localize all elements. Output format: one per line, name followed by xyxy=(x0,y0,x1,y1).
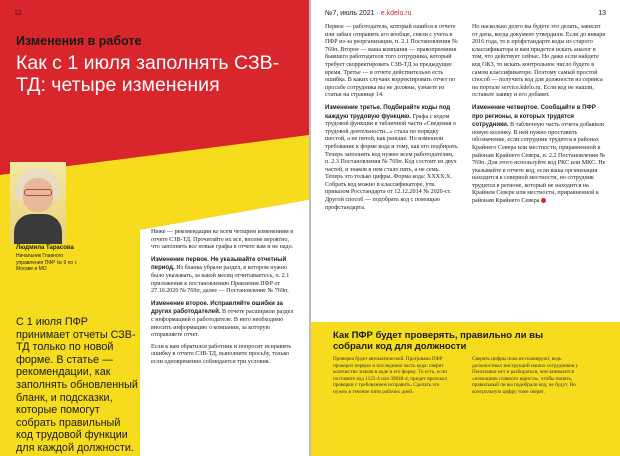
issue-label: №7, июль 2021 · xyxy=(325,10,381,17)
article-headline: Как с 1 июля заполнять СЗВ-ТД: четыре изменения xyxy=(16,52,280,96)
change3-paragraph xyxy=(325,104,459,212)
change1-heading: Изменение первое. Не указывайте отчетный период. xyxy=(151,255,287,272)
page-number-right: 13 xyxy=(598,10,606,17)
right-column-2 xyxy=(472,24,606,210)
change1-paragraph xyxy=(151,256,297,296)
rubric-title: Изменения в работе xyxy=(16,34,142,48)
change3-text: Графа с кодом трудовой функции в табличной части «Сведения о трудовой деятельности...» стала по порядку шестой, а не пятой, как раньше. Но изменили требование к форме кода и тому, как его подбирать. Теперь заполнять код нужно всем работодателям, п. 2.3 Постановления № 769п. Код состоит из двух частей, и знаков в нем стало пять, а не семь. Теперь это только цифры. Форма кода: XXXX.X. Собрать код можно в классификаторе, утв. приказом Росстандарта от 12.12.2014 № 2020-ст. Другой способ — подобрать код с помощью профстандарта. xyxy=(325,113,459,211)
box-column-2: Сверять цифры пока не планируют, ведь должностных инструкций наших сотрудников у Пенсионки нет и разбираться, чем занимается «помощник главного юриста», чтобы понять, правильный ли вы подобрали код, не будут. Но контрольную цифру тоже сверят. xyxy=(472,356,579,395)
page-number-left: 12 xyxy=(14,10,22,17)
right-page xyxy=(311,0,620,456)
change2-more: Если к вам обратился работник и попросит исправить ошибку в отчете СЗВ-ТД, выполните просьбу, только если одновременно соблюдается три условия. xyxy=(151,343,292,365)
author-photo xyxy=(10,162,66,244)
change4-text: В табличную часть отчета добавили новую колонку. В ней нужно проставить обозначение, если сотрудник трудится в районах Крайнего Севера или местности, приравненной к районам Крайнего Севера, п. 2.2 Постановления № 769п. Для этого используйте код РКС или МКС. Не указывайте в отчете код, если ваша организация находится в северной местности, но сотрудник трудится в регионе, который не находится на Крайнем Севере или местности, приравненной к районам Крайнего Севера xyxy=(472,122,606,205)
article-lead: С 1 июля ПФР принимает отчеты СЗВ-ТД только по новой форме. В статье — рекомендации, как заполнять обновленный бланк, и подсказки, которые помогут собрать правильный код трудовой функции для каждой должности. xyxy=(16,316,138,454)
change4-paragraph xyxy=(472,104,606,206)
col1-paragraph-1: Первое — работодатель, который ошибся в отчете или забыл отправить его вообще, сняли с учета в ПФР из-за реорганизации, п. 2.1 Постановления № 769п. Второе — ваша компания — правопреемник бывшего работодателя того сотрудника, который требует скорректировать СЗВ-ТД за предыдущее время. Третье — в отчете действительно есть ошибка. В каких случаях корректировать отчет по просьбе сотрудника вы не должны, узнаете из статьи на странице 14. xyxy=(325,24,458,99)
change1-text: Из бланка убрали раздел, в котором нужно было указывать, за какой месяц отчитываетесь, п. 2.1 приложения к постановлению Правления ПФР от 27.10.2020 № 769п, далее — Постановление № 769п. xyxy=(151,265,290,295)
author-role: Начальник Главного управления ПФР № 9 по г. Москве и МО xyxy=(16,253,78,272)
box-column-1: Проверка будет автоматической. Программа ПФР проверит первую и последнюю часть кода: сверит количество знаков в коде и его форму. То есть, если поставите код 1125-4 или 39648-4, придет протокол проверки с требованием исправить. Сделать это нужно в течение пяти рабочих дней. xyxy=(333,356,447,395)
box-title: Как ПФР будет проверять, правильно ли вы собрали код для должности xyxy=(333,330,544,352)
end-mark-icon xyxy=(541,198,546,203)
intro-paragraph: Ниже — рекомендации ко всем четырем изменениям в отчете СЗВ-ТД. Прочитайте их все, вполне вероятно, что заполнять все новые графы в отчете вам и не надо. xyxy=(151,229,294,251)
left-text-column xyxy=(151,229,297,371)
author-name: Людмила Тарасова xyxy=(16,245,74,251)
right-column-1 xyxy=(325,24,459,216)
change2-text: В отчете расширили раздел с информацией о работодателе. В него необходимо вносить информацию о компании, за которую отправляете отчет. xyxy=(151,309,294,339)
photo-body xyxy=(14,214,62,244)
change2-heading: Изменение второе. Исправляйте ошибки за других работодателей. xyxy=(151,299,283,316)
left-page xyxy=(0,0,309,456)
change2-paragraph xyxy=(151,300,297,340)
photo-glasses xyxy=(24,189,52,196)
col2-paragraph-1: Но насколько долго вы будете это делать, зависит от даты, когда документ утвердили. Если до января 2016 года, то в профстандарте коды из старого классификатора и вам придется искать аналог в том, что действует сейчас. Но даже если найдете код ОКЗ, то искать контрольное число будете в самом классификаторе. Поэтому самый простой способ — получить код для должности из сервиса на портале service.kdelo.ru. Если код не нашли, оставьте заявку и его добавят. xyxy=(472,24,606,99)
running-header xyxy=(325,10,412,17)
change3-heading: Изменение третье. Подбирайте коды под каждую трудовую функцию. xyxy=(325,103,451,120)
site-link[interactable]: e.kdelo.ru xyxy=(380,10,412,17)
change4-heading: Изменение четвертое. Сообщайте в ПФР про регионы, в которых трудятся сотрудники. xyxy=(472,103,596,129)
